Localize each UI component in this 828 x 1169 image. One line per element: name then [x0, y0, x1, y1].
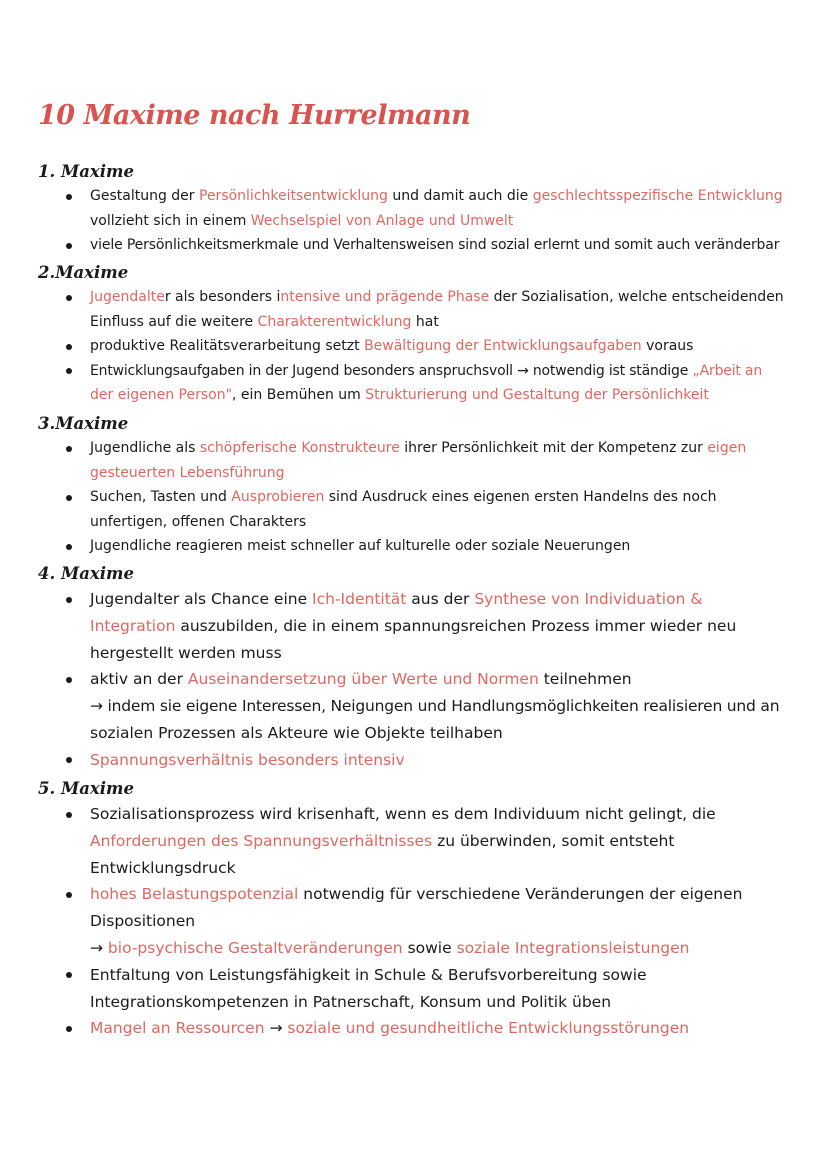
- list-item: Jugendliche als schöpferische Konstrukteure ihrer Persönlichkeit mit der Kompetenz zur eigen gesteuerten Lebensführung: [38, 436, 808, 485]
- list-item: produktive Realitätsverarbeitung setzt Bewältigung der Entwicklungsaufgaben voraus: [38, 334, 808, 359]
- maxime-4-section: [38, 562, 808, 774]
- maxime-1-list: [38, 184, 808, 258]
- maxime-3-section: [38, 412, 808, 559]
- list-item: Entfaltung von Leistungsfähigkeit in Schule & Berufsvorbereitung sowie Integrationskompetenzen in Patnerschaft, Konsum und Politik üben: [38, 962, 808, 1016]
- list-item: Suchen, Tasten und Ausprobieren sind Ausdruck eines eigenen ersten Handelns des noch unfertigen, offenen Charakters: [38, 485, 808, 534]
- list-item: Jugendalter als besonders intensive und prägende Phase der Sozialisation, welche entscheidenden Einfluss auf die weitere Charakterentwicklung hat: [38, 285, 808, 334]
- maxime-4-list: [38, 586, 808, 774]
- list-item: Sozialisationsprozess wird krisenhaft, wenn es dem Individuum nicht gelingt, die Anforderungen des Spannungsverhältnisses zu überwinden, somit entsteht Entwicklungsdruck: [38, 801, 808, 881]
- list-item: viele Persönlichkeitsmerkmale und Verhaltensweisen sind sozial erlernt und somit auch veränderbar: [38, 233, 808, 258]
- maxime-4-heading: 4. Maxime: [38, 564, 134, 583]
- maxime-3-heading: 3.Maxime: [38, 414, 129, 433]
- list-item: Spannungsverhältnis besonders intensiv: [38, 747, 808, 774]
- list-item: Entwicklungsaufgaben in der Jugend besonders anspruchsvoll → notwendig ist ständige „Arbeit an der eigenen Person", ein Bemühen um Strukturierung und Gestaltung der Persönlichkeit: [38, 359, 808, 408]
- maxime-1-heading: 1. Maxime: [38, 162, 134, 181]
- maxime-5-section: [38, 777, 808, 1042]
- maxime-2-list: [38, 285, 808, 408]
- list-item: hohes Belastungspotenzial notwendig für verschiedene Veränderungen der eigenen Dispositionen → bio-psychische Gestaltveränderungen sowie soziale Integrationsleistungen: [38, 881, 808, 961]
- maxime-2-heading: 2.Maxime: [38, 263, 129, 282]
- list-item: Mangel an Ressourcen → soziale und gesundheitliche Entwicklungsstörungen: [38, 1015, 808, 1042]
- list-item: aktiv an der Auseinandersetzung über Werte und Normen teilnehmen → indem sie eigene Interessen, Neigungen und Handlungsmöglichkeiten realisieren und an sozialen Prozessen als Akteure wie Objekte teilhaben: [38, 666, 808, 746]
- list-item: Gestaltung der Persönlichkeitsentwicklung und damit auch die geschlechtsspezifische Entwicklung vollzieht sich in einem Wechselspiel von Anlage und Umwelt: [38, 184, 808, 233]
- list-item: Jugendliche reagieren meist schneller auf kulturelle oder soziale Neuerungen: [38, 534, 808, 559]
- maxime-5-list: [38, 801, 808, 1042]
- maxime-2-section: [38, 261, 808, 408]
- maxime-3-list: [38, 436, 808, 559]
- maxime-1-section: [38, 160, 808, 258]
- document-title: 10 Maxime nach Hurrelmann: [38, 100, 471, 131]
- list-item: Jugendalter als Chance eine Ich-Identität aus der Synthese von Individuation & Integration auszubilden, die in einem spannungsreichen Prozess immer wieder neu hergestellt werden muss: [38, 586, 808, 666]
- maxime-5-heading: 5. Maxime: [38, 779, 134, 798]
